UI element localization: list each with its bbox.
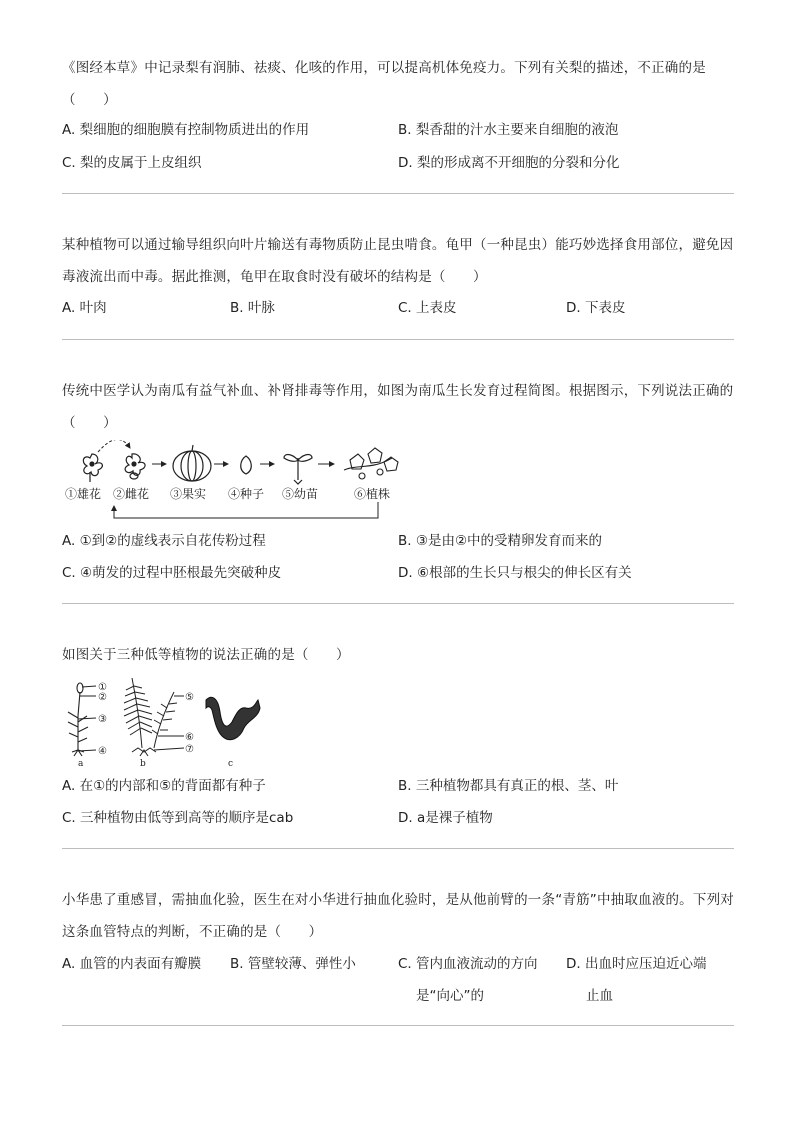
question-2-option-b: B. 叶脉: [230, 300, 275, 316]
fern-label-6: ⑥: [185, 732, 194, 743]
question-3-option-a: A. ①到②的虚线表示自花传粉过程: [62, 533, 266, 549]
question-1-option-a: A. 梨细胞的细胞膜有控制物质进出的作用: [62, 122, 310, 138]
question-1-option-d: D. 梨的形成离不开细胞的分裂和分化: [398, 155, 620, 171]
cycle-arrow: [114, 502, 378, 518]
question-5-option-d-cont: 止血: [586, 988, 613, 1004]
pumpkin-growth-diagram: [62, 440, 412, 524]
label-female-flower: ②雌花: [113, 487, 150, 501]
question-2-option-a: A. 叶肉: [62, 300, 107, 316]
question-2-option-c: C. 上表皮: [398, 300, 457, 316]
label-b: b: [140, 759, 146, 768]
moss-label-2: ②: [98, 692, 107, 703]
question-1-option-b: B. 梨香甜的汁水主要来自细胞的液泡: [398, 122, 619, 138]
moss-label-4: ④: [98, 746, 107, 757]
question-divider: [62, 339, 734, 340]
question-3-option-b: B. ③是由②中的受精卵发育而来的: [398, 533, 603, 549]
question-divider: [62, 848, 734, 849]
question-5-option-c: C. 管内血液流动的方向: [398, 956, 538, 972]
pollination-dashed-arrow: [98, 440, 130, 452]
seed-drawing: [241, 456, 252, 474]
question-5-option-d: D. 出血时应压迫近心端: [566, 956, 707, 972]
question-1-stem: 《图经本草》中记录梨有润肺、祛痰、化咳的作用，可以提高机体免疫力。下列有关梨的描述，不正确的是（ ）: [62, 60, 706, 108]
question-5-option-a: A. 血管的内表面有瓣膜: [62, 956, 202, 972]
question-3-option-d: D. ⑥根部的生长只与根尖的伸长区有关: [398, 565, 632, 581]
moss-plant-a-drawing: [68, 683, 96, 756]
label-plant: ⑥植株: [354, 487, 391, 501]
pumpkin-fruit-drawing: [173, 445, 211, 481]
question-4-option-b: B. 三种植物都具有真正的根、茎、叶: [398, 778, 619, 794]
question-divider: [62, 603, 734, 604]
fern-label-7: ⑦: [185, 744, 194, 755]
fern-label-5: ⑤: [185, 692, 194, 703]
alga-plant-c-drawing: [206, 697, 260, 739]
question-4-option-c: C. 三种植物由低等到高等的顺序是cab: [62, 810, 294, 826]
question-divider: [62, 1025, 734, 1026]
label-seed: ④种子: [228, 487, 265, 501]
label-seedling: ⑤幼苗: [282, 487, 319, 501]
male-flower-drawing: [83, 454, 102, 482]
female-flower-drawing: [125, 454, 145, 479]
label-fruit: ③果实: [170, 487, 207, 501]
label-a: a: [78, 759, 84, 768]
question-4-option-a: A. 在①的内部和⑤的背面都有种子: [62, 778, 266, 794]
moss-label-1: ①: [98, 682, 107, 693]
question-divider: [62, 193, 734, 194]
plant-drawing: [344, 448, 398, 479]
fern-plant-b-drawing: [124, 678, 184, 756]
label-male-flower: ①雄花: [65, 487, 102, 501]
question-5-option-c-cont: 是“向心”的: [416, 988, 484, 1004]
question-5-option-b: B. 管壁较薄、弹性小: [230, 956, 356, 972]
question-3-stem: 传统中医学认为南瓜有益气补血、补肾排毒等作用，如图为南瓜生长发育过程简图。根据图示，下列说法正确的（ ）: [62, 383, 734, 431]
question-4-stem: 如图关于三种低等植物的说法正确的是（ ）: [62, 647, 350, 663]
question-4-option-d: D. a是裸子植物: [398, 810, 493, 826]
question-3-option-c: C. ④萌发的过程中胚根最先突破种皮: [62, 565, 282, 581]
question-2-stem: 某种植物可以通过输导组织向叶片输送有毒物质防止昆虫啃食。龟甲（一种昆虫）能巧妙选择食用部位，避免因毒液流出而中毒。据此推测，龟甲在取食时没有破坏的结构是（ ）: [62, 237, 734, 285]
label-c: c: [228, 759, 234, 768]
question-1-option-c: C. 梨的皮属于上皮组织: [62, 155, 202, 171]
question-5-stem: 小华患了重感冒，需抽血化验，医生在对小华进行抽血化验时，是从他前臂的一条“青筋”中抽取血液的。下列对这条血管特点的判断，不正确的是（ ）: [62, 892, 734, 940]
three-plants-diagram: [62, 672, 272, 768]
moss-label-3: ③: [98, 714, 107, 725]
question-2-option-d: D. 下表皮: [566, 300, 626, 316]
seedling-drawing: [284, 455, 312, 485]
